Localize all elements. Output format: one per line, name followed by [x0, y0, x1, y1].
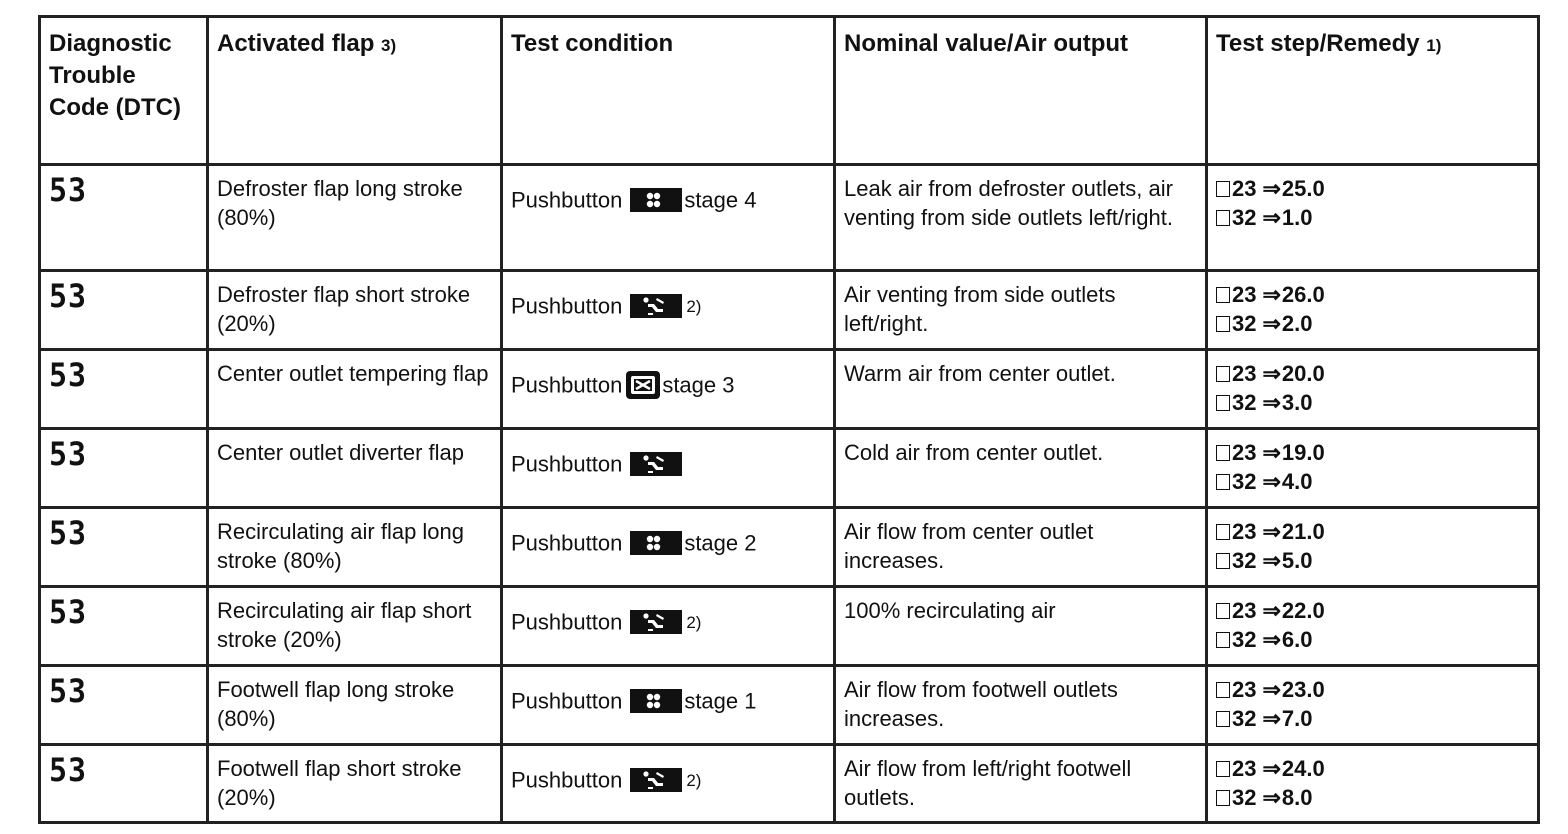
checkbox-icon — [1216, 445, 1230, 461]
table-row — [40, 350, 1539, 429]
activated-flap-text: Center outlet diverter flap — [217, 440, 465, 465]
activated-flap-cell — [208, 350, 502, 429]
checkbox-icon — [1216, 553, 1230, 569]
test-step-line — [1216, 546, 1529, 575]
arrow-icon: ⇒ — [1262, 390, 1281, 415]
activated-flap-text: Footwell flap long stroke (80%) — [217, 677, 455, 731]
diagnostic-table — [38, 15, 1540, 824]
test-step-line — [1216, 359, 1529, 388]
step-number: 23 — [1232, 756, 1257, 781]
test-step-line — [1216, 467, 1529, 496]
step-number: 32 — [1232, 785, 1257, 810]
table-row — [40, 745, 1539, 823]
step-target[interactable]: 7.0 — [1281, 706, 1313, 731]
step-number: 32 — [1232, 390, 1257, 415]
step-target[interactable]: 24.0 — [1281, 756, 1325, 781]
dtc-cell — [40, 587, 208, 666]
nominal-value-cell — [835, 745, 1207, 823]
dtc-code: 53 — [49, 593, 88, 632]
checkbox-icon — [1216, 632, 1230, 648]
test-step-cell — [1207, 745, 1539, 823]
footnote-ref: 2) — [686, 612, 702, 632]
checkbox-icon — [1216, 761, 1230, 777]
step-number: 23 — [1232, 519, 1257, 544]
activated-flap-text: Defroster flap short stroke (20%) — [217, 282, 471, 336]
nominal-value-text: Leak air from defroster outlets, air venting from side outlets left/right. — [844, 176, 1173, 230]
dtc-code: 53 — [49, 514, 88, 553]
header-test-step: Test step/Remedy 1) — [1207, 17, 1539, 165]
arrow-icon: ⇒ — [1262, 519, 1281, 544]
fan-icon — [630, 188, 682, 212]
nominal-value-cell — [835, 587, 1207, 666]
pushbutton-label: Pushbutton — [511, 530, 623, 556]
step-target[interactable]: 26.0 — [1281, 282, 1325, 307]
checkbox-icon — [1216, 711, 1230, 727]
arrow-icon: ⇒ — [1262, 205, 1281, 230]
checkbox-icon — [1216, 181, 1230, 197]
nominal-value-text: Air flow from center outlet increases. — [844, 519, 1094, 573]
step-target[interactable]: 21.0 — [1281, 519, 1325, 544]
step-target[interactable]: 6.0 — [1281, 627, 1313, 652]
stage-text: stage 3 — [662, 372, 735, 398]
activated-flap-text: Center outlet tempering flap — [217, 361, 489, 386]
table-row — [40, 587, 1539, 666]
checkbox-icon — [1216, 210, 1230, 226]
dtc-code: 53 — [49, 277, 88, 316]
air-distribution-upper-icon — [630, 610, 682, 634]
test-step-line — [1216, 309, 1529, 338]
step-target[interactable]: 5.0 — [1281, 548, 1313, 573]
activated-flap-cell — [208, 508, 502, 587]
checkbox-icon — [1216, 474, 1230, 490]
activated-flap-text: Defroster flap long stroke (80%) — [217, 176, 463, 230]
step-target[interactable]: 25.0 — [1281, 176, 1325, 201]
test-step-line — [1216, 596, 1529, 625]
arrow-icon: ⇒ — [1262, 311, 1281, 336]
arrow-icon: ⇒ — [1262, 706, 1281, 731]
arrow-icon: ⇒ — [1262, 756, 1281, 781]
step-number: 23 — [1232, 677, 1257, 702]
step-number: 32 — [1232, 548, 1257, 573]
checkbox-icon — [1216, 395, 1230, 411]
dtc-code: 53 — [49, 435, 88, 474]
table-row — [40, 271, 1539, 350]
activated-flap-cell — [208, 429, 502, 508]
dtc-cell — [40, 745, 208, 823]
activated-flap-text: Recirculating air flap short stroke (20%) — [217, 598, 472, 652]
header-activated-flap: Activated flap 3) — [208, 17, 502, 165]
header-nominal-value: Nominal value/Air output — [835, 17, 1207, 165]
nominal-value-text: Air flow from left/right footwell outlets. — [844, 756, 1132, 810]
test-step-line — [1216, 704, 1529, 733]
nominal-value-cell — [835, 350, 1207, 429]
activated-flap-cell — [208, 666, 502, 745]
checkbox-icon — [1216, 682, 1230, 698]
pushbutton-label: Pushbutton — [511, 451, 623, 477]
test-step-cell — [1207, 165, 1539, 271]
footnote-ref: 2) — [686, 770, 702, 790]
nominal-value-text: Air flow from footwell outlets increases. — [844, 677, 1118, 731]
test-step-line — [1216, 388, 1529, 417]
fan-icon — [630, 531, 682, 555]
step-number: 23 — [1232, 282, 1257, 307]
test-step-cell — [1207, 587, 1539, 666]
arrow-icon: ⇒ — [1262, 785, 1281, 810]
activated-flap-text: Footwell flap short stroke (20%) — [217, 756, 462, 810]
step-target[interactable]: 4.0 — [1281, 469, 1313, 494]
air-distribution-icon — [630, 452, 682, 476]
pushbutton-label: Pushbutton — [511, 372, 623, 398]
fan-icon — [630, 689, 682, 713]
activated-flap-cell — [208, 165, 502, 271]
dtc-cell — [40, 271, 208, 350]
step-target[interactable]: 22.0 — [1281, 598, 1325, 623]
step-number: 32 — [1232, 311, 1257, 336]
table-row — [40, 666, 1539, 745]
test-condition-cell — [502, 587, 835, 666]
nominal-value-cell — [835, 508, 1207, 587]
step-target[interactable]: 23.0 — [1281, 677, 1325, 702]
activated-flap-cell — [208, 271, 502, 350]
pushbutton-label: Pushbutton — [511, 609, 623, 635]
checkbox-icon — [1216, 524, 1230, 540]
test-step-line — [1216, 280, 1529, 309]
dtc-cell — [40, 429, 208, 508]
nominal-value-cell — [835, 271, 1207, 350]
header-flap-footnote: 3) — [381, 36, 397, 55]
step-target[interactable]: 19.0 — [1281, 440, 1325, 465]
test-step-line — [1216, 517, 1529, 546]
header-test-condition: Test condition — [502, 17, 835, 165]
checkbox-icon — [1216, 790, 1230, 806]
arrow-icon: ⇒ — [1262, 361, 1281, 386]
test-step-line — [1216, 203, 1529, 232]
test-step-cell — [1207, 666, 1539, 745]
test-condition-cell — [502, 508, 835, 587]
checkbox-icon — [1216, 316, 1230, 332]
test-step-cell — [1207, 271, 1539, 350]
step-number: 23 — [1232, 361, 1257, 386]
header-row — [40, 17, 1539, 165]
stage-text: stage 1 — [684, 688, 757, 714]
checkbox-icon — [1216, 366, 1230, 382]
test-condition-cell — [502, 745, 835, 823]
pushbutton-label: Pushbutton — [511, 187, 623, 213]
footnote-ref: 2) — [686, 296, 702, 316]
activated-flap-text: Recirculating air flap long stroke (80%) — [217, 519, 465, 573]
test-condition-cell — [502, 165, 835, 271]
nominal-value-text: Cold air from center outlet. — [844, 440, 1104, 465]
nominal-value-text: Air venting from side outlets left/right. — [844, 282, 1116, 336]
arrow-icon: ⇒ — [1262, 598, 1281, 623]
step-number: 23 — [1232, 598, 1257, 623]
activated-flap-cell — [208, 587, 502, 666]
arrow-icon: ⇒ — [1262, 627, 1281, 652]
nominal-value-cell — [835, 429, 1207, 508]
dtc-code: 53 — [49, 672, 88, 711]
header-remedy-footnote: 1) — [1426, 36, 1442, 55]
center-outlet-icon — [626, 371, 660, 399]
step-target[interactable]: 20.0 — [1281, 361, 1325, 386]
test-step-line — [1216, 438, 1529, 467]
step-target[interactable]: 8.0 — [1281, 785, 1313, 810]
test-step-line — [1216, 675, 1529, 704]
activated-flap-cell — [208, 745, 502, 823]
test-step-line — [1216, 174, 1529, 203]
dtc-cell — [40, 666, 208, 745]
table-row — [40, 429, 1539, 508]
dtc-code: 53 — [49, 751, 88, 790]
test-step-line — [1216, 783, 1529, 812]
dtc-code: 53 — [49, 171, 88, 210]
step-number: 23 — [1232, 440, 1257, 465]
header-dtc: Diagnostic Trouble Code (DTC) — [40, 17, 208, 165]
pushbutton-label: Pushbutton — [511, 293, 623, 319]
test-step-cell — [1207, 508, 1539, 587]
step-target[interactable]: 3.0 — [1281, 390, 1313, 415]
test-step-line — [1216, 625, 1529, 654]
table-row — [40, 508, 1539, 587]
arrow-icon: ⇒ — [1262, 282, 1281, 307]
arrow-icon: ⇒ — [1262, 176, 1281, 201]
air-distribution-icon — [630, 294, 682, 318]
test-step-cell — [1207, 429, 1539, 508]
test-step-cell — [1207, 350, 1539, 429]
nominal-value-cell — [835, 165, 1207, 271]
air-distribution-footwell-icon — [630, 768, 682, 792]
test-condition-cell — [502, 350, 835, 429]
step-target[interactable]: 1.0 — [1281, 205, 1313, 230]
arrow-icon: ⇒ — [1262, 548, 1281, 573]
step-number: 32 — [1232, 205, 1257, 230]
nominal-value-text: Warm air from center outlet. — [844, 361, 1116, 386]
stage-text: stage 4 — [684, 187, 757, 213]
table-row — [40, 165, 1539, 271]
pushbutton-label: Pushbutton — [511, 688, 623, 714]
checkbox-icon — [1216, 287, 1230, 303]
test-step-line — [1216, 754, 1529, 783]
dtc-cell — [40, 350, 208, 429]
step-number: 32 — [1232, 469, 1257, 494]
test-condition-cell — [502, 666, 835, 745]
step-number: 32 — [1232, 627, 1257, 652]
step-number: 32 — [1232, 706, 1257, 731]
arrow-icon: ⇒ — [1262, 677, 1281, 702]
dtc-code: 53 — [49, 356, 88, 395]
pushbutton-label: Pushbutton — [511, 767, 623, 793]
test-condition-cell — [502, 271, 835, 350]
dtc-cell — [40, 508, 208, 587]
step-number: 23 — [1232, 176, 1257, 201]
checkbox-icon — [1216, 603, 1230, 619]
nominal-value-text: 100% recirculating air — [844, 598, 1056, 623]
stage-text: stage 2 — [684, 530, 757, 556]
arrow-icon: ⇒ — [1262, 469, 1281, 494]
step-target[interactable]: 2.0 — [1281, 311, 1313, 336]
arrow-icon: ⇒ — [1262, 440, 1281, 465]
test-condition-cell — [502, 429, 835, 508]
dtc-cell — [40, 165, 208, 271]
nominal-value-cell — [835, 666, 1207, 745]
